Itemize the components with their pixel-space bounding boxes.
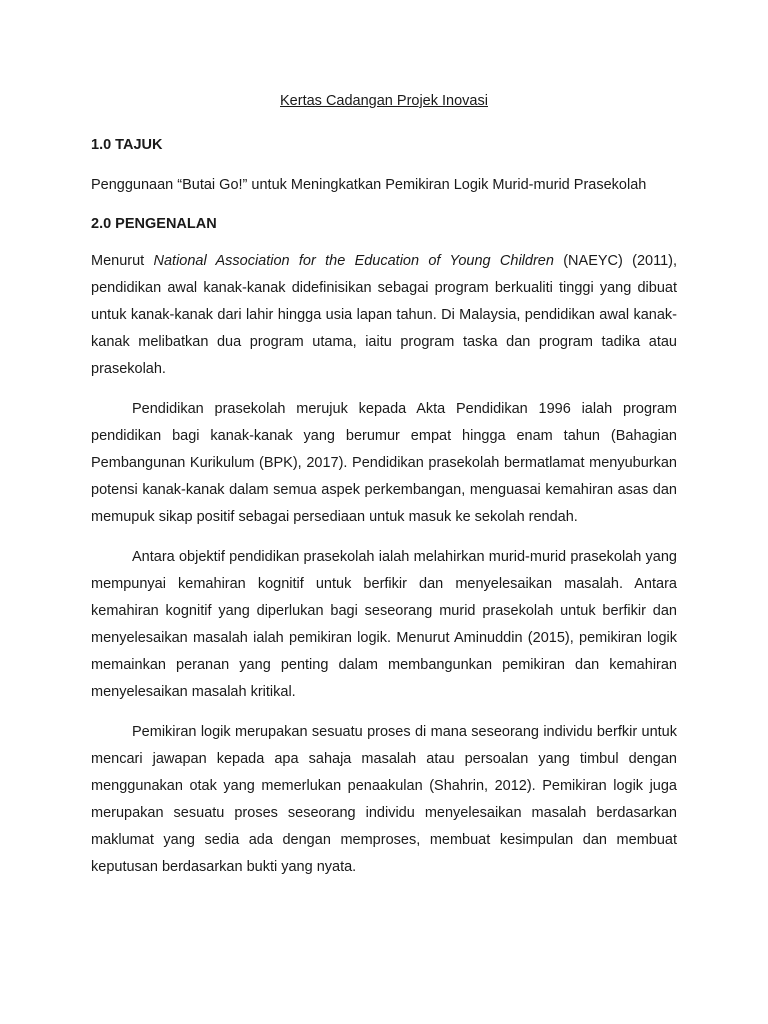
tajuk-text: Penggunaan “Butai Go!” untuk Meningkatkan Pemikiran Logik Murid-murid Prasekolah [91,177,647,193]
paragraph-2: Pendidikan prasekolah merujuk kepada Akta Pendidikan 1996 ialah program pendidikan bagi kanak-kanak yang berumur empat hingga enam tahun (Bahagian Pembangunan Kurikulum (BPK), 2017). Pendidikan prasekolah bermatlamat menyuburkan potensi kanak-kanak dalam semua aspek perkembangan, menguasai kemahiran asas dan memupuk sikap positif sebagai persediaan untuk masuk ke sekolah rendah. [91,401,677,525]
paragraph-4: Pemikiran logik merupakan sesuatu proses di mana seseorang individu berfkir untuk mencari jawapan kepada apa sahaja masalah atau persoalan yang timbul dengan menggunakan otak yang memerlukan penaakulan (Shahrin, 2012). Pemikiran logik juga merupakan sesuatu proses seseorang individu menyelesaikan masalah berdasarkan maklumat yang sedia ada dengan memproses, membuat kesimpulan dan membuat keputusan berdasarkan bukti yang nyata. [91,724,677,875]
paragraph-1-italic-org: National Association for the Education of Young Children [153,253,554,269]
paragraph-1-lead: Menurut [91,253,154,269]
paragraph-3: Antara objektif pendidikan prasekolah ialah melahirkan murid-murid prasekolah yang mempunyai kemahiran kognitif untuk berfikir dan menyelesaikan masalah. Antara kemahiran kognitif yang diperlukan bagi seseorang murid prasekolah untuk berfikir dan menyelesaikan masalah ialah pemikiran logik. Menurut Aminuddin (2015), pemikiran logik memainkan peranan yang penting dalam membangunkan pemikiran dan kemahiran menyelesaikan masalah kritikal. [91,549,677,700]
paragraph-1-rest: (NAEYC) (2011), pendidikan awal kanak-kanak didefinisikan sebagai program berkualiti tinggi yang dibuat untuk kanak-kanak dari lahir hingga usia lapan tahun. Di Malaysia, pendidikan awal kanak-kanak melibatkan dua program utama, iaitu program taska dan program tadika atau prasekolah. [91,253,677,377]
paragraph-1 [91,248,677,383]
document-title: Kertas Cadangan Projek Inovasi [280,93,488,109]
section-heading-pengenalan: 2.0 PENGENALAN [91,216,217,232]
section-heading-tajuk: 1.0 TAJUK [91,137,163,153]
